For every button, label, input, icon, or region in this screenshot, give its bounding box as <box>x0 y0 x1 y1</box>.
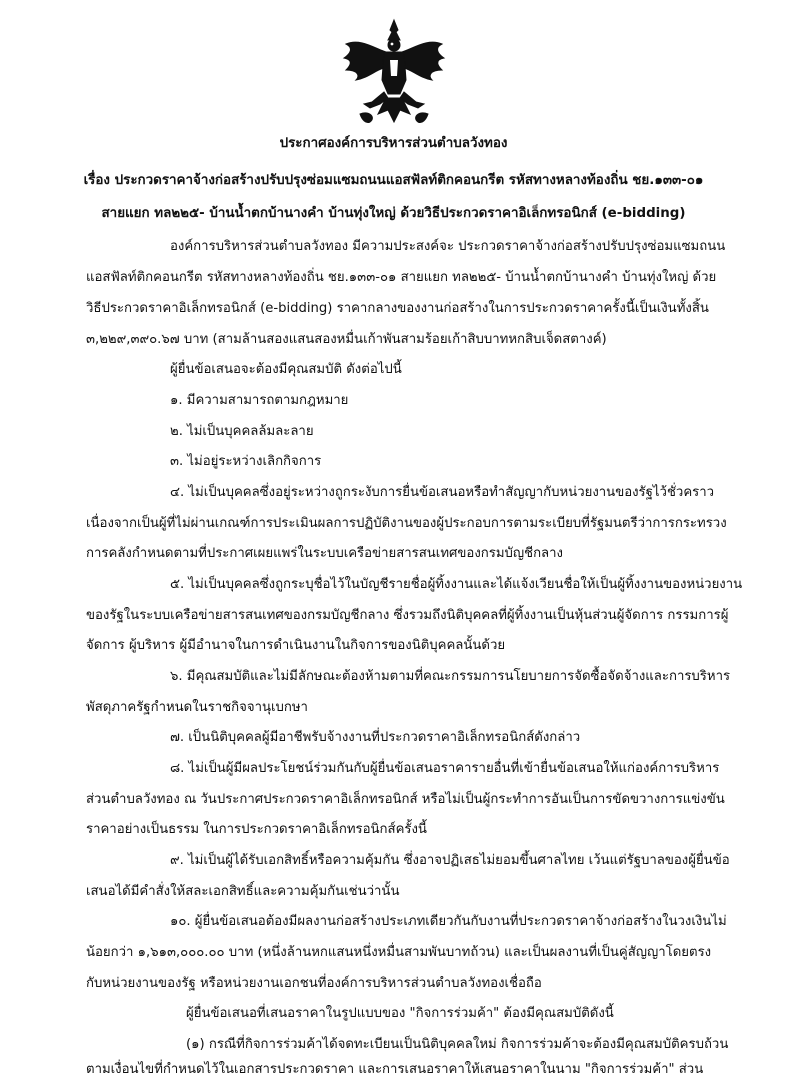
body-line: กับหน่วยงานของรัฐ หรือหน่วยงานเอกชนที่องค์การบริหารส่วนตำบลวังทองเชื่อถือ <box>86 976 542 991</box>
qualification-item: ๒. ไม่เป็นบุคคลล้มละลาย <box>170 424 314 439</box>
body-line: วิธีประกวดราคาอิเล็กทรอนิกส์ (e-bidding) ราคากลางของงานก่อสร้างในการประกวดราคาครั้งนี้เป็นเงินทั้งสิ้น <box>86 301 709 316</box>
body-line: องค์การบริหารส่วนตำบลวังทอง มีความประสงค์จะ ประกวดราคาจ้างก่อสร้างปรับปรุงซ่อมแซมถนน <box>170 239 726 254</box>
garuda-emblem-icon <box>340 18 448 128</box>
body-line: แอสฟัลท์ติกคอนกรีต รหัสทางหลางท้องถิ่น ชย.๑๓๓-๐๑ สายแยก ทล๒๒๕- บ้านน้ำตกบ้านางคำ บ้านทุ่งใหญ่ ด้วย <box>86 270 717 285</box>
body-line: ของรัฐในระบบเครือข่ายสารสนเทศของกรมบัญชีกลาง ซึ่งรวมถึงนิติบุคคลที่ผู้ทิ้งงานเป็นหุ้นส่วนผู้จัดการ กรรมการผู้ <box>86 608 729 623</box>
joint-venture-heading: ผู้ยื่นข้อเสนอที่เสนอราคาในรูปแบบของ "กิจการร่วมค้า" ต้องมีคุณสมบัติดังนี้ <box>186 1006 614 1021</box>
body-line: น้อยกว่า ๑,๖๑๓,๐๐๐.๐๐ บาท (หนึ่งล้านหกแสนหนึ่งหมื่นสามพันบาทถ้วน) และเป็นผลงานที่เป็นคู่สัญญาโดยตรง <box>86 945 712 960</box>
qualification-item: ๔. ไม่เป็นบุคคลซึ่งอยู่ระหว่างถูกระงับการยื่นข้อเสนอหรือทำสัญญากับหน่วยงานของรัฐไว้ชั่วคราว <box>170 485 715 500</box>
qualification-item: ๘. ไม่เป็นผู้มีผลประโยชน์ร่วมกันกับผู้ยื่นข้อเสนอราคารายอื่นที่เข้ายื่นข้อเสนอให้แก่องค์การบริหาร <box>170 761 720 776</box>
subject-line-1: เรื่อง ประกวดราคาจ้างก่อสร้างปรับปรุงซ่อมแซมถนนแอสฟัลท์ติกคอนกรีต รหัสทางหลางท้องถิ่น ชย.๑๓๓-๐๑ <box>83 173 704 188</box>
qualification-item: ๕. ไม่เป็นบุคคลซึ่งถูกระบุชื่อไว้ในบัญชีรายชื่อผู้ทิ้งงานและได้แจ้งเวียนชื่อให้เป็นผู้ทิ้งงานของหน่วยงาน <box>170 577 743 592</box>
qualification-item: ๖. มีคุณสมบัติและไม่มีลักษณะต้องห้ามตามที่คณะกรรมการนโยบายการจัดซื้อจัดจ้างและการบริหาร <box>170 669 731 684</box>
joint-venture-item: (๑) กรณีที่กิจการร่วมค้าได้จดทะเบียนเป็นนิติบุคคลใหม่ กิจการร่วมค้าจะต้องมีคุณสมบัติครบถ้วน <box>186 1037 729 1052</box>
qualification-item: ๑๐. ผู้ยื่นข้อเสนอต้องมีผลงานก่อสร้างประเภทเดียวกันกับงานที่ประกวดราคาจ้างก่อสร้างในวงเงินไม่ <box>170 914 727 929</box>
body-line: ส่วนตำบลวังทอง ณ วันประกาศประกวดราคาอิเล็กทรอนิกส์ หรือไม่เป็นผู้กระทำการอันเป็นการขัดขวางการแข่งขัน <box>86 792 725 807</box>
body-line: พัสดุภาครัฐกำหนดในราชกิจจานุเบกษา <box>86 700 308 715</box>
body-line: การคลังกำหนดตามที่ประกาศเผยแพร่ในระบบเครือข่ายสารสนเทศของกรมบัญชีกลาง <box>86 546 563 561</box>
qualification-item: ๗. เป็นนิติบุคคลผู้มีอาชีพรับจ้างงานที่ประกวดราคาอิเล็กทรอนิกส์ดังกล่าว <box>170 730 581 745</box>
subject-line-2: สายแยก ทล๒๒๕- บ้านน้ำตกบ้านางคำ บ้านทุ่งใหญ่ ด้วยวิธีประกวดราคาอิเล็กทรอนิกส์ (e-bidding) <box>101 206 686 221</box>
qualifications-heading: ผู้ยื่นข้อเสนอจะต้องมีคุณสมบัติ ดังต่อไปนี้ <box>170 362 402 377</box>
body-line: จัดการ ผู้บริหาร ผู้มีอำนาจในการดำเนินงานในกิจการของนิติบุคคลนั้นด้วย <box>86 638 506 653</box>
body-line: ตามเงื่อนไขที่กำหนดไว้ในเอกสารประกวดราคา และการเสนอราคาให้เสนอราคาในนาม "กิจการร่วมค้า" ส่วน <box>86 1062 704 1077</box>
qualification-item: ๙. ไม่เป็นผู้ได้รับเอกสิทธิ์หรือความคุ้มกัน ซึ่งอาจปฏิเสธไม่ยอมขึ้นศาลไทย เว้นแต่รัฐบาลของผู้ยื่นข้อ <box>170 853 730 868</box>
body-line: เสนอได้มีคำสั่งให้สละเอกสิทธิ์และความคุ้มกันเช่นว่านั้น <box>86 884 400 899</box>
qualification-item: ๑. มีความสามารถตามกฎหมาย <box>170 393 349 408</box>
body-line: ราคาอย่างเป็นธรรม ในการประกวดราคาอิเล็กทรอนิกส์ครั้งนี้ <box>86 822 427 837</box>
qualification-item: ๓. ไม่อยู่ระหว่างเลิกกิจการ <box>170 454 322 469</box>
body-line: ๓,๒๒๙,๓๙๐.๖๗ บาท (สามล้านสองแสนสองหมื่นเก้าพันสามร้อยเก้าสิบบาทหกสิบเจ็ดสตางค์) <box>86 332 607 347</box>
body-line: เนื่องจากเป็นผู้ที่ไม่ผ่านเกณฑ์การประเมินผลการปฏิบัติงานของผู้ประกอบการตามระเบียบที่รัฐมนตรีว่าการกระทรวง <box>86 516 727 531</box>
announcing-organization: ประกาศองค์การบริหารส่วนตำบลวังทอง <box>279 136 508 151</box>
